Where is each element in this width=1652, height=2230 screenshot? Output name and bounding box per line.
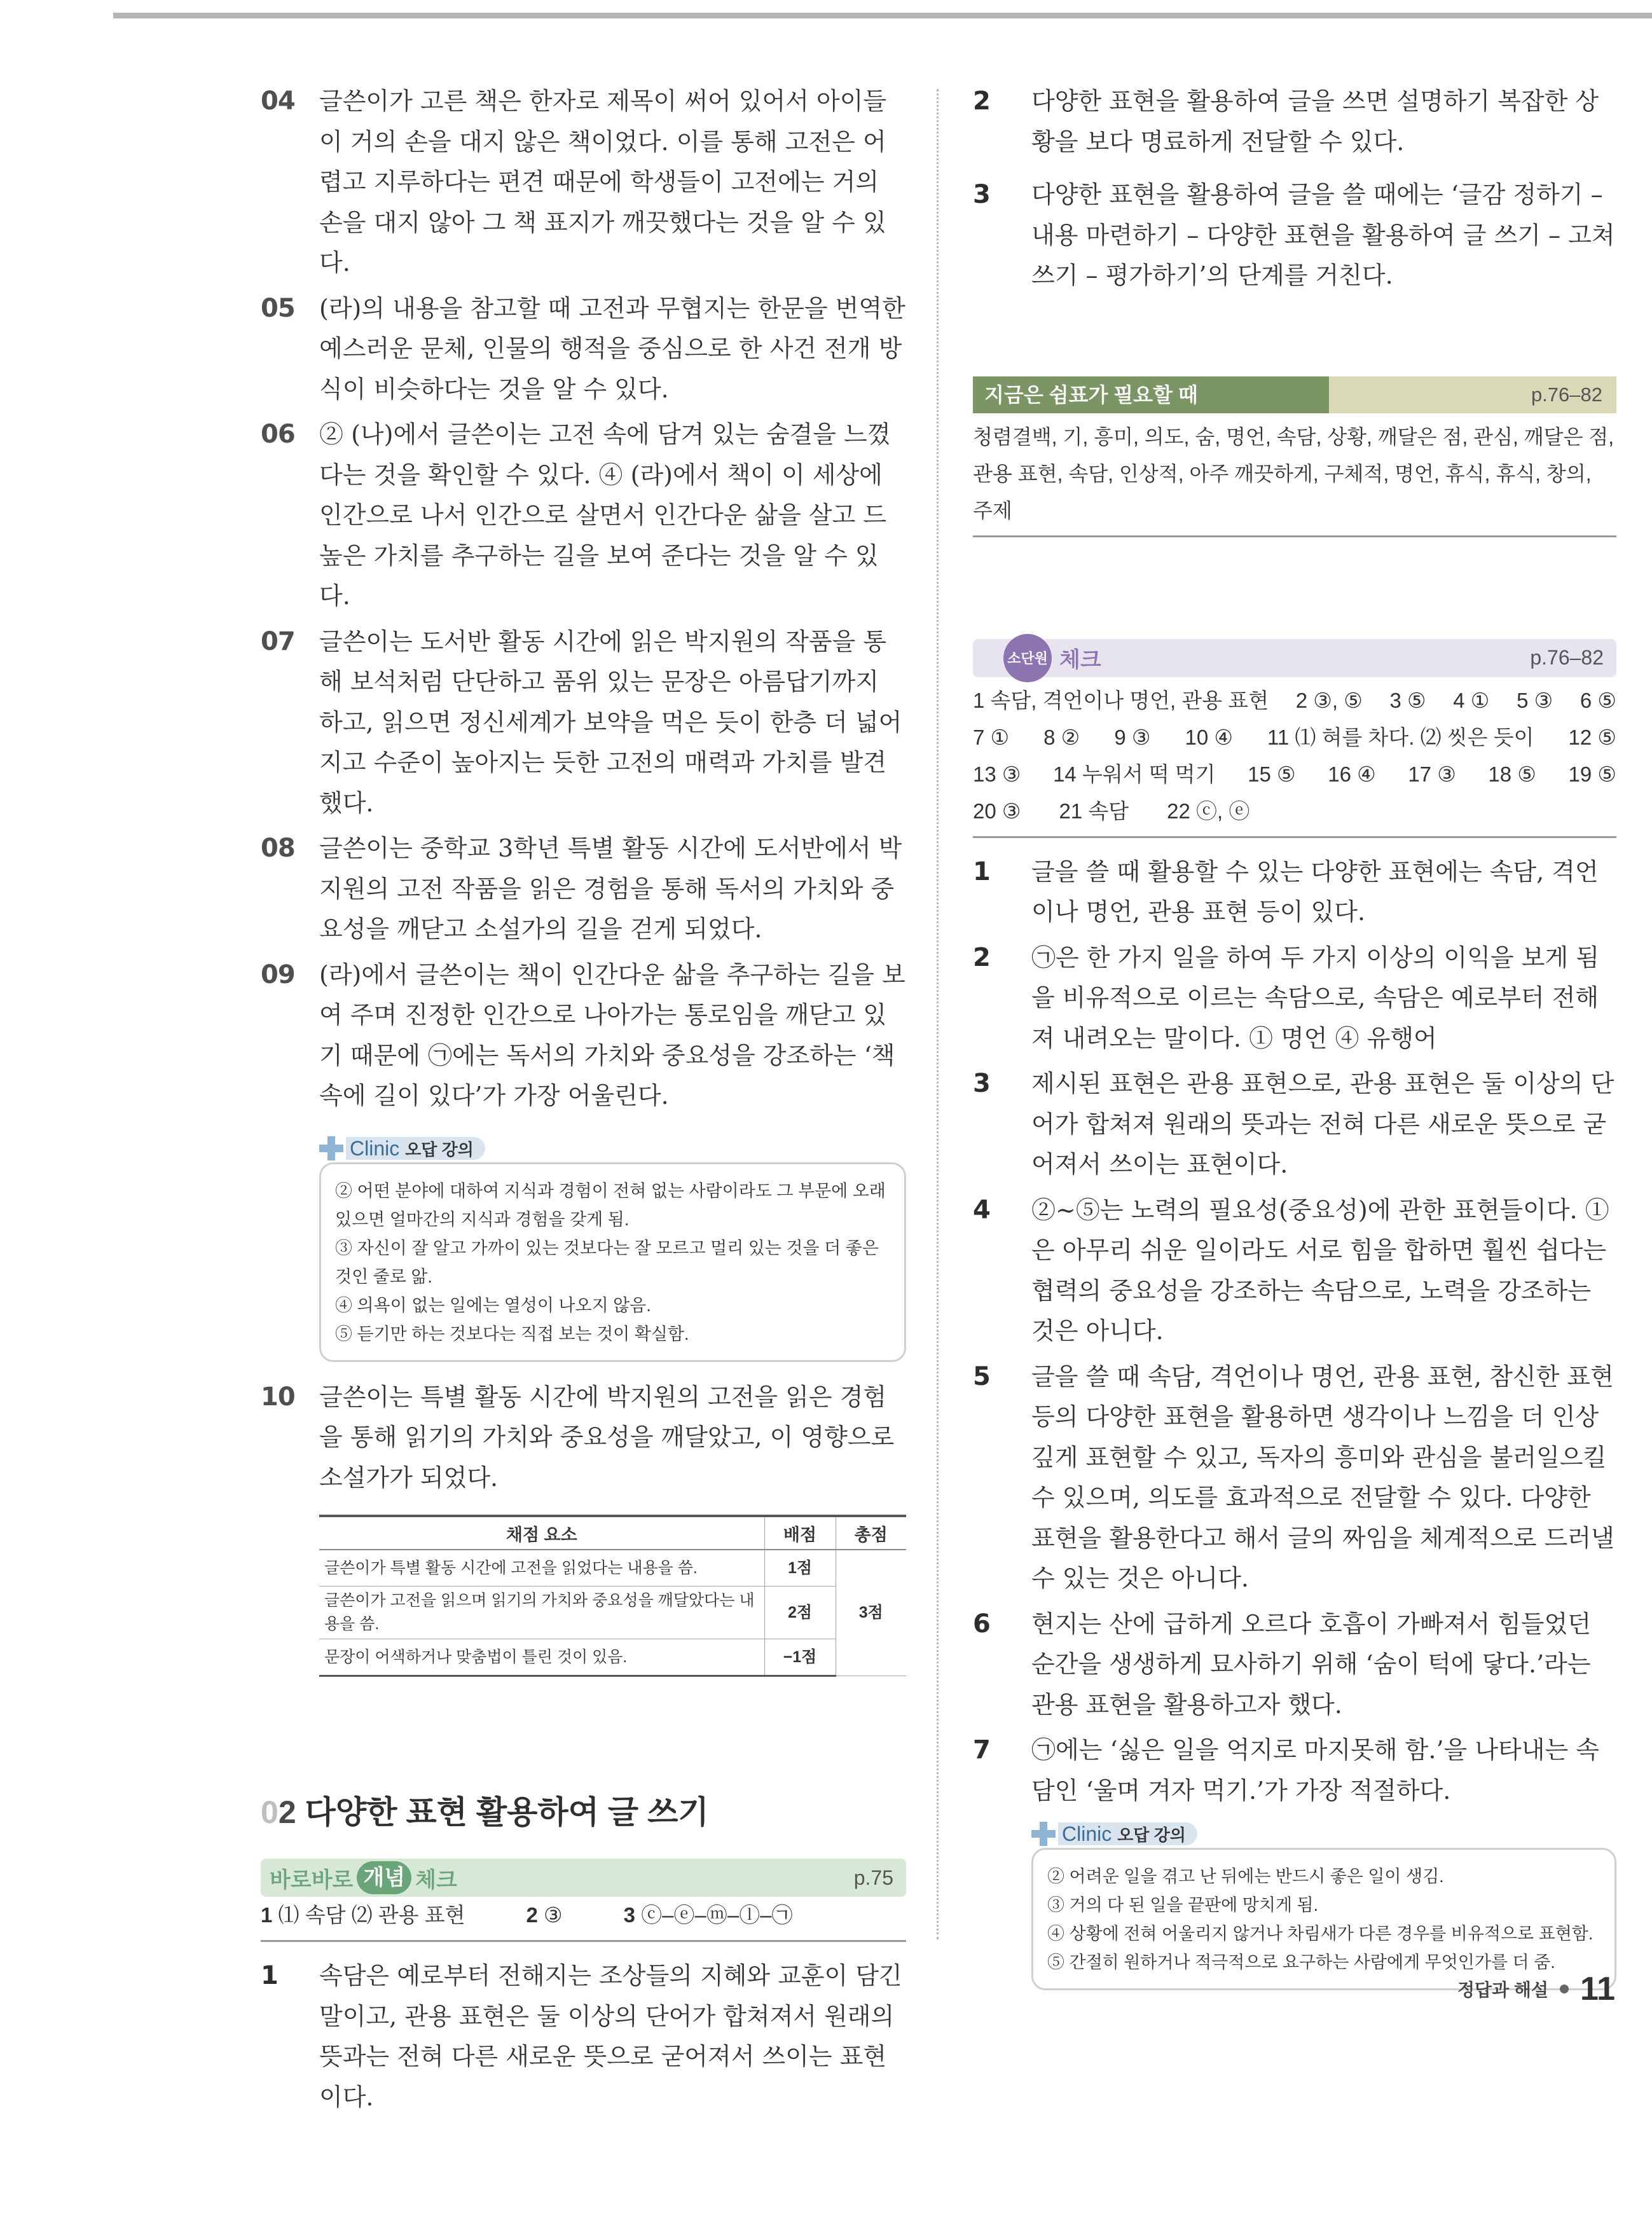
answer-key: 19 ⑤ (1568, 762, 1616, 786)
item-text: 다양한 표현을 활용하여 글을 쓸 때에는 ‘글감 정하기 – 내용 마련하기 – 다양한 표현을 활용하여 글 쓰기 – 고쳐쓰기 – 평가하기’의 단계를 거친다. (1031, 181, 1615, 289)
clinic-subtitle: 오답 강의 (405, 1139, 474, 1159)
vocab-answers: 청렴결백, 기, 흥미, 의도, 숨, 명언, 속담, 상황, 깨달은 점, 관심, 깨달은 점, 관용 표현, 속담, 인상적, 아주 깨끗하게, 구체적, 명언, 휴식, 휴식, 창의, 주제 (973, 413, 1616, 537)
table-cell: 글쓴이가 특별 활동 시간에 고전을 읽었다는 내용을 씀. (319, 1550, 764, 1586)
item-number: 04 (261, 86, 295, 116)
clinic-subtitle: 오답 강의 (1117, 1826, 1186, 1845)
section-number-b: 2 (278, 1794, 296, 1830)
answer-key: 7 ① (973, 725, 1010, 749)
answer-key: 3 ⑤ (1389, 688, 1426, 712)
table-row (319, 1639, 906, 1676)
clinic-box-right (1031, 1820, 1616, 1990)
item-number: 05 (261, 293, 295, 323)
item-text: 현지는 산에 급하게 오르다 호흡이 가빠져서 힘들었던 순간을 생생하게 묘사하기 위해 ‘숨이 턱에 닿다.’라는 관용 표현을 활용하고자 했다. (1031, 1609, 1592, 1719)
answer-row (973, 682, 1616, 719)
clinic-line: ⑤ 듣기만 하는 것보다는 직접 보는 것이 확실함. (335, 1324, 689, 1344)
table-header: 배점 (764, 1516, 836, 1550)
table-header: 총점 (836, 1516, 906, 1550)
answer-item (973, 938, 1616, 1059)
clinic-line: ② 어떤 분야에 대하여 지식과 경험이 전혀 없는 사람이라도 그 부문에 오래 있으면 얼마간의 지식과 경험을 갖게 됨. (335, 1181, 886, 1229)
page-reference: p.76–82 (1329, 376, 1616, 413)
plus-icon (1031, 1822, 1056, 1846)
item-text: ㉠은 한 가지 일을 하여 두 가지 이상의 이익을 보게 됨을 비유적으로 이르는 속담으로, 속담은 예로부터 전해져 내려오는 말이다. ① 명언 ④ 유행어 (1031, 943, 1599, 1052)
clinic-header (319, 1134, 906, 1162)
answer-key: 14 누워서 떡 먹기 (1053, 762, 1216, 786)
clinic-tab (346, 1137, 485, 1160)
clinic-line: ④ 의욕이 없는 일에는 열성이 나오지 않음. (335, 1295, 651, 1315)
item-text: 글을 쓸 때 활용할 수 있는 다양한 표현에는 속담, 격언이나 명언, 관용 표현 등이 있다. (1031, 857, 1599, 926)
clinic-content (319, 1162, 906, 1362)
unit-check-bar (973, 639, 1616, 677)
answer-key: 22 ⓒ, ⓔ (1167, 799, 1250, 823)
answer-item (261, 415, 906, 617)
item-text: ㉠에는 ‘싫은 일을 억지로 마지못해 함.’을 나타내는 속담인 ‘울며 겨자 먹기.’가 가장 적절하다. (1031, 1736, 1599, 1805)
unit-answers (973, 682, 1616, 838)
answer-key: 9 ③ (1114, 725, 1151, 749)
clinic-box-left (319, 1134, 906, 1362)
answer-item (261, 1377, 906, 1499)
answer-row (973, 793, 1616, 830)
concept-check-bar (261, 1859, 906, 1897)
answer-row (973, 756, 1616, 793)
item-number: 07 (261, 626, 295, 656)
concept-label-b: 개념 (357, 1861, 411, 1894)
vocab-bar (973, 376, 1616, 413)
answer-key: 13 ③ (973, 762, 1021, 786)
clinic-title: Clinic (350, 1136, 400, 1160)
answer-key: 10 ④ (1185, 725, 1233, 749)
answer-key: 20 ③ (973, 799, 1021, 823)
item-text: 글을 쓸 때 속담, 격언이나 명언, 관용 표현, 참신한 표현 등의 다양한 표현을 활용하면 생각이나 느낌을 더 인상 깊게 표현할 수 있고, 독자의 흥미와 관심을 불러일으킬 수 있으며, 의도를 효과적으로 전달할 수 있다. 다양한 표현을 활용한다고 해서 글의 짜임을 체계적으로 드러낼 수 있는 것은 아니다. (1031, 1362, 1614, 1592)
clinic-tab (1058, 1822, 1197, 1845)
table-cell: 문장이 어색하거나 맞춤법이 틀린 것이 있음. (319, 1639, 764, 1676)
table-cell: 2점 (764, 1586, 836, 1639)
page-reference: p.76–82 (1530, 646, 1604, 669)
table-header-row (319, 1516, 906, 1550)
item-number: 4 (973, 1195, 990, 1225)
answer-key: 11 ⑴ 혀를 차다. ⑵ 씻은 듯이 (1267, 725, 1534, 749)
footer-label: 정답과 해설 (1457, 1980, 1549, 2000)
item-text: 제시된 표현은 관용 표현으로, 관용 표현은 둘 이상의 단어가 합쳐져 원래의 뜻과는 전혀 다른 새로운 뜻으로 굳어져서 쓰이는 표현이다. (1031, 1070, 1614, 1178)
vocab-title: 지금은 쉼표가 필요할 때 (973, 376, 1329, 413)
answer-item (261, 622, 906, 824)
item-number: 1 (973, 857, 990, 886)
answer-key: 12 ⑤ (1568, 725, 1616, 749)
item-text: 글쓴이는 특별 활동 시간에 박지원의 고전을 읽은 경험을 통해 읽기의 가치와 중요성을 깨달았고, 이 영향으로 소설가가 되었다. (319, 1382, 895, 1492)
page-footer (1457, 1970, 1615, 2008)
answer-key: 15 ⑤ (1248, 762, 1296, 786)
answer-key: 2 ③ (526, 1903, 563, 1927)
table-cell: −1점 (764, 1639, 836, 1676)
clinic-line: ③ 거의 다 된 일을 끝판에 망치게 됨. (1047, 1896, 1319, 1915)
right-column (973, 81, 1616, 2006)
answer-item (261, 955, 906, 1117)
concept-label-a: 바로바로 (270, 1868, 354, 1892)
section-title (261, 1790, 906, 1834)
table-row (319, 1586, 906, 1639)
answer-key: 1 속담, 격언이나 명언, 관용 표현 (973, 688, 1269, 712)
item-number: 5 (973, 1361, 990, 1391)
answer-key: 1 ⑴ 속담 ⑵ 관용 표현 (261, 1903, 465, 1927)
answer-item (261, 289, 906, 410)
item-number: 2 (973, 942, 990, 972)
answer-item (973, 81, 1616, 162)
item-text: 글쓴이는 중학교 3학년 특별 활동 시간에 도서반에서 박지원의 고전 작품을 읽은 경험을 통해 독서의 가치와 중요성을 깨닫고 소설가의 길을 걷게 되었다. (319, 834, 902, 943)
left-column (261, 81, 906, 2117)
answer-item (261, 829, 906, 950)
page-reference: p.75 (853, 1866, 893, 1889)
section-number-a: 0 (261, 1794, 279, 1830)
item-number: 6 (973, 1609, 990, 1639)
table-row (319, 1550, 906, 1586)
top-rule (113, 13, 1652, 18)
item-number: 1 (261, 1961, 278, 1990)
answer-item (973, 1190, 1616, 1352)
item-number: 09 (261, 960, 295, 989)
answer-key: 2 ③, ⑤ (1295, 688, 1363, 712)
answer-item (261, 81, 906, 284)
answer-key: 3 ⓒ–ⓔ–ⓜ–ⓛ–㉠ (623, 1903, 793, 1927)
item-number: 2 (973, 86, 990, 116)
answer-key: 17 ③ (1408, 762, 1456, 786)
column-divider (937, 89, 939, 1939)
clinic-title: Clinic (1062, 1822, 1112, 1845)
item-number: 3 (973, 180, 990, 209)
unit-check-title: 체크 (1059, 648, 1101, 672)
answer-item (973, 1730, 1616, 1811)
concept-answers (261, 1897, 906, 1942)
item-text: ② (나)에서 글쓴이는 고전 속에 담겨 있는 숨결을 느꼈다는 것을 확인할 수 있다. ④ (라)에서 책이 이 세상에 인간으로 나서 인간으로 살면서 인간다운 삶을 살고 드높은 가치를 추구하는 길을 보여 준다는 것을 알 수 있다. (319, 420, 891, 610)
answer-key: 6 ⑤ (1580, 688, 1616, 712)
clinic-line: ③ 자신이 잘 알고 가까이 있는 것보다는 잘 모르고 멀리 있는 것을 더 좋은 것인 줄로 앎. (335, 1238, 879, 1286)
item-number: 10 (261, 1382, 295, 1412)
plus-icon (319, 1136, 343, 1160)
answer-item (973, 1604, 1616, 1726)
answer-row (973, 719, 1616, 756)
answer-key: 5 ③ (1517, 688, 1553, 712)
table-cell: 글쓴이가 고전을 읽으며 읽기의 가치와 중요성을 깨달았다는 내용을 씀. (319, 1586, 764, 1639)
bullet-icon (1560, 1985, 1569, 1993)
answer-item (973, 1357, 1616, 1599)
answer-key: 16 ④ (1328, 762, 1376, 786)
answer-item (973, 175, 1616, 296)
answer-key: 4 ① (1453, 688, 1490, 712)
clinic-line: ② 어려운 일을 겪고 난 뒤에는 반드시 좋은 일이 생김. (1047, 1867, 1444, 1886)
clinic-line: ④ 상황에 전혀 어울리지 않거나 차림새가 다른 경우를 비유적으로 표현함. (1047, 1924, 1593, 1943)
item-text: 글쓴이가 고른 책은 한자로 제목이 써어 있어서 아이들이 거의 손을 대지 않은 책이었다. 이를 통해 고전은 어렵고 지루하다는 편견 때문에 학생들이 고전에는 거의 손을 대지 않아 그 책 표지가 깨끗했다는 것을 알 수 있다. (319, 87, 887, 277)
item-text: (라)의 내용을 참고할 때 고전과 무협지는 한문을 번역한 예스러운 문체, 인물의 행적을 중심으로 한 사건 전개 방식이 비슷하다는 것을 알 수 있다. (319, 294, 905, 403)
unit-check-label (973, 634, 1101, 682)
answer-key: 8 ② (1043, 725, 1080, 749)
item-text: 글쓴이는 도서반 활동 시간에 읽은 박지원의 작품을 통해 보석처럼 단단하고 품위 있는 문장은 아름답기까지 하고, 읽으면 정신세계가 보약을 먹은 듯이 한층 더 넓어지고 수준이 높아지는 듯한 고전의 매력과 가치를 발견했다. (319, 627, 902, 817)
item-text: (라)에서 글쓴이는 책이 인간다운 삶을 추구하는 길을 보여 주며 진정한 인간으로 나아가는 통로임을 깨닫고 있기 때문에 ㉠에는 독서의 가치와 중요성을 강조하는 ‘책 속에 길이 있다’가 가장 어울린다. (319, 960, 905, 1110)
clinic-line: ⑤ 간절히 원하거나 적극적으로 요구하는 사람에게 무엇인가를 더 줌. (1047, 1953, 1555, 1972)
clinic-content (1031, 1848, 1616, 1990)
table-header: 채점 요소 (319, 1516, 764, 1550)
item-number: 08 (261, 834, 295, 863)
item-number: 06 (261, 420, 295, 449)
item-text: 속담은 예로부터 전해지는 조상들의 지혜와 교훈이 담긴 말이고, 관용 표현은 둘 이상의 단어가 합쳐져서 원래의 뜻과는 전혀 다른 새로운 뜻으로 굳어져서 쓰이는 표현이다. (319, 1962, 902, 2111)
page-number: 11 (1580, 1971, 1615, 2007)
table-cell: 1점 (764, 1550, 836, 1586)
answer-item (973, 852, 1616, 933)
scoring-table (319, 1515, 906, 1677)
section-heading: 다양한 표현 활용하여 글 쓰기 (305, 1794, 709, 1830)
answer-item (973, 1064, 1616, 1185)
answer-key: 21 속담 (1059, 799, 1129, 823)
answer-item (261, 1956, 906, 2117)
concept-label-c: 체크 (415, 1868, 457, 1892)
total-cell: 3점 (836, 1550, 906, 1676)
item-number: 3 (973, 1069, 990, 1098)
concept-check-label (261, 1861, 457, 1894)
item-number: 7 (973, 1735, 990, 1765)
answer-key: 18 ⑤ (1488, 762, 1536, 786)
clinic-header (1031, 1820, 1616, 1848)
unit-badge: 소단원 (1003, 634, 1052, 682)
item-text: ②~⑤는 노력의 필요성(중요성)에 관한 표현들이다. ①은 아무리 쉬운 일이라도 서로 힘을 합하면 훨씬 쉽다는 협력의 중요성을 강조하는 속담으로, 노력을 강조하는 것은 아니다. (1031, 1195, 1609, 1345)
item-text: 다양한 표현을 활용하여 글을 쓰면 설명하기 복잡한 상황을 보다 명료하게 전달할 수 있다. (1031, 87, 1599, 156)
